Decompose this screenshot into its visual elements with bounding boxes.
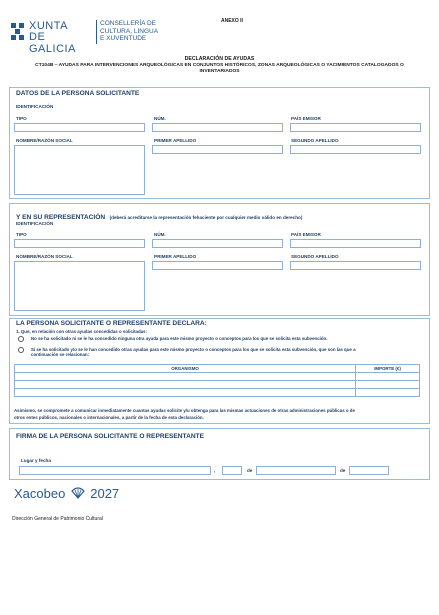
applicant-title: DATOS DE LA PERSONA SOLICITANTE	[16, 90, 140, 97]
representative-title-row	[16, 206, 302, 224]
option-no-radio[interactable]	[18, 336, 24, 342]
signature-title: FIRMA DE LA PERSONA SOLICITANTE O REPRESENTANTE	[16, 433, 205, 440]
de-separator-2: de	[340, 468, 346, 473]
xunta-emblem-icon	[10, 22, 26, 42]
department-name	[100, 20, 158, 43]
organismo-cell[interactable]	[15, 373, 356, 381]
rep-apellido1-label: PRIMER APELLIDO	[154, 254, 197, 259]
rep-tipo-field[interactable]	[14, 239, 145, 248]
note-line2: otros entes públicos, nacionales o internacionales, a partir de la fecha de esta declaración.	[14, 415, 204, 420]
rep-apellido1-field[interactable]	[152, 261, 283, 270]
doc-subtitle	[0, 63, 439, 75]
doc-title: DECLARACIÓN DE AYUDAS	[184, 56, 255, 62]
applicant-tipo-label: TIPO	[16, 116, 27, 121]
applicant-ident-label: IDENTIFICACIÓN	[16, 104, 54, 109]
applicant-pais-field[interactable]	[290, 123, 421, 132]
applicant-apellido2-field[interactable]	[290, 145, 421, 154]
rep-num-field[interactable]	[152, 239, 283, 248]
direction-name: Dirección General de Patrimonio Cultural	[12, 516, 103, 522]
col-importe: IMPORTE (€)	[356, 365, 420, 373]
xunta-logo	[10, 20, 95, 55]
applicant-apellido2-label: SEGUNDO APELLIDO	[291, 138, 339, 143]
rep-pais-label: PAÍS EMISOR	[291, 232, 321, 237]
header-divider	[96, 20, 97, 44]
applicant-nombre-field[interactable]	[14, 145, 145, 195]
option-yes-radio[interactable]	[18, 347, 24, 353]
applicant-apellido1-field[interactable]	[152, 145, 283, 154]
declaration-title: LA PERSONA SOLICITANTE O REPRESENTANTE DECLARA:	[16, 320, 207, 327]
col-organismo: ORGANISMO	[15, 365, 356, 373]
de-separator-1: de	[247, 468, 253, 473]
place-field[interactable]	[19, 466, 211, 475]
applicant-num-field[interactable]	[152, 123, 283, 132]
subtitle-line2: INVENTARIADOS	[199, 69, 240, 74]
day-field[interactable]	[222, 466, 242, 475]
rep-ident-label: IDENTIFICACIÓN	[16, 221, 54, 226]
organismo-cell[interactable]	[15, 389, 356, 397]
applicant-nombre-label: NOMBRE/RAZÓN SOCIAL	[16, 138, 73, 143]
month-field[interactable]	[256, 466, 336, 475]
importe-cell[interactable]	[356, 389, 420, 397]
rep-nombre-label: NOMBRE/RAZÓN SOCIAL	[16, 254, 73, 259]
logo-line2: DE GALICIA	[29, 31, 76, 55]
rep-apellido2-field[interactable]	[290, 261, 421, 270]
declaration-item1: 1. Que, en relación con otras ayudas concedidas o solicitadas:	[16, 329, 148, 334]
annex-label: ANEXO II	[221, 18, 243, 24]
xacobeo-text: Xacobeo	[14, 486, 66, 501]
organismo-cell[interactable]	[15, 381, 356, 389]
comma-separator: ,	[214, 468, 216, 473]
xacobeo-year: 2027	[90, 486, 120, 501]
subtitle-line1: CT104B – AYUDAS PARA INTERVENCIONES ARQUEOLÓGICAS EN CONJUNTOS HISTÓRICOS, ZONAS ARQUEOLÓGICAS O YACIMIENTOS CATALOGADOS O	[35, 63, 404, 68]
representative-note: (deberá acreditarse la representación fehaciente por cualquier medio válido en derecho)	[109, 215, 303, 220]
option-yes-line1: Sí se ha solicitado y/o se le han concedido otras ayudas para este mismo proyecto o conceptos para los que se solicita esta subvención, que son las que a	[31, 347, 356, 352]
aid-table-header	[15, 365, 420, 373]
table-row	[15, 381, 420, 389]
logo-line1: XUNTA	[29, 20, 68, 32]
dept-line3: E XUVENTUDE	[100, 35, 147, 43]
option-no-label: No se ha solicitado ni se le ha concedido ninguna otra ayuda para este mismo proyecto o conceptos para los que se solicita esta subvención.	[31, 336, 328, 341]
representative-title: Y EN SU REPRESENTACIÓN	[16, 214, 106, 221]
rep-pais-field[interactable]	[290, 239, 421, 248]
importe-cell[interactable]	[356, 373, 420, 381]
aid-table	[14, 364, 420, 397]
dept-line1: CONSELLERÍA DE	[100, 20, 156, 27]
option-yes-line2: continuación se relacionan:	[31, 352, 90, 358]
rep-nombre-field[interactable]	[14, 261, 145, 311]
rep-num-label: NÚM.	[154, 232, 166, 237]
table-row	[15, 373, 420, 381]
importe-cell[interactable]	[356, 381, 420, 389]
note-line1: Asimismo, se compromete a comunicar inmediatamente cuantas ayudas solicite y/u obtenga para las mismas actuaciones de otras administraciones públicas o de	[14, 408, 355, 413]
applicant-num-label: NÚM.	[154, 116, 166, 121]
rep-tipo-label: TIPO	[16, 232, 27, 237]
applicant-tipo-field[interactable]	[14, 123, 145, 132]
applicant-pais-label: PAÍS EMISOR	[291, 116, 321, 121]
rep-apellido2-label: SEGUNDO APELLIDO	[291, 254, 339, 259]
dept-line2: CULTURA, LINGUA	[100, 27, 159, 35]
applicant-apellido1-label: PRIMER APELLIDO	[154, 138, 197, 143]
place-date-label: Lugar y fecha	[21, 458, 51, 463]
declaration-note	[14, 407, 355, 421]
table-row	[15, 389, 420, 397]
year-field[interactable]	[349, 466, 389, 475]
option-yes-label	[31, 347, 356, 358]
scallop-shell-icon	[71, 487, 85, 499]
xacobeo-logo	[14, 485, 119, 503]
